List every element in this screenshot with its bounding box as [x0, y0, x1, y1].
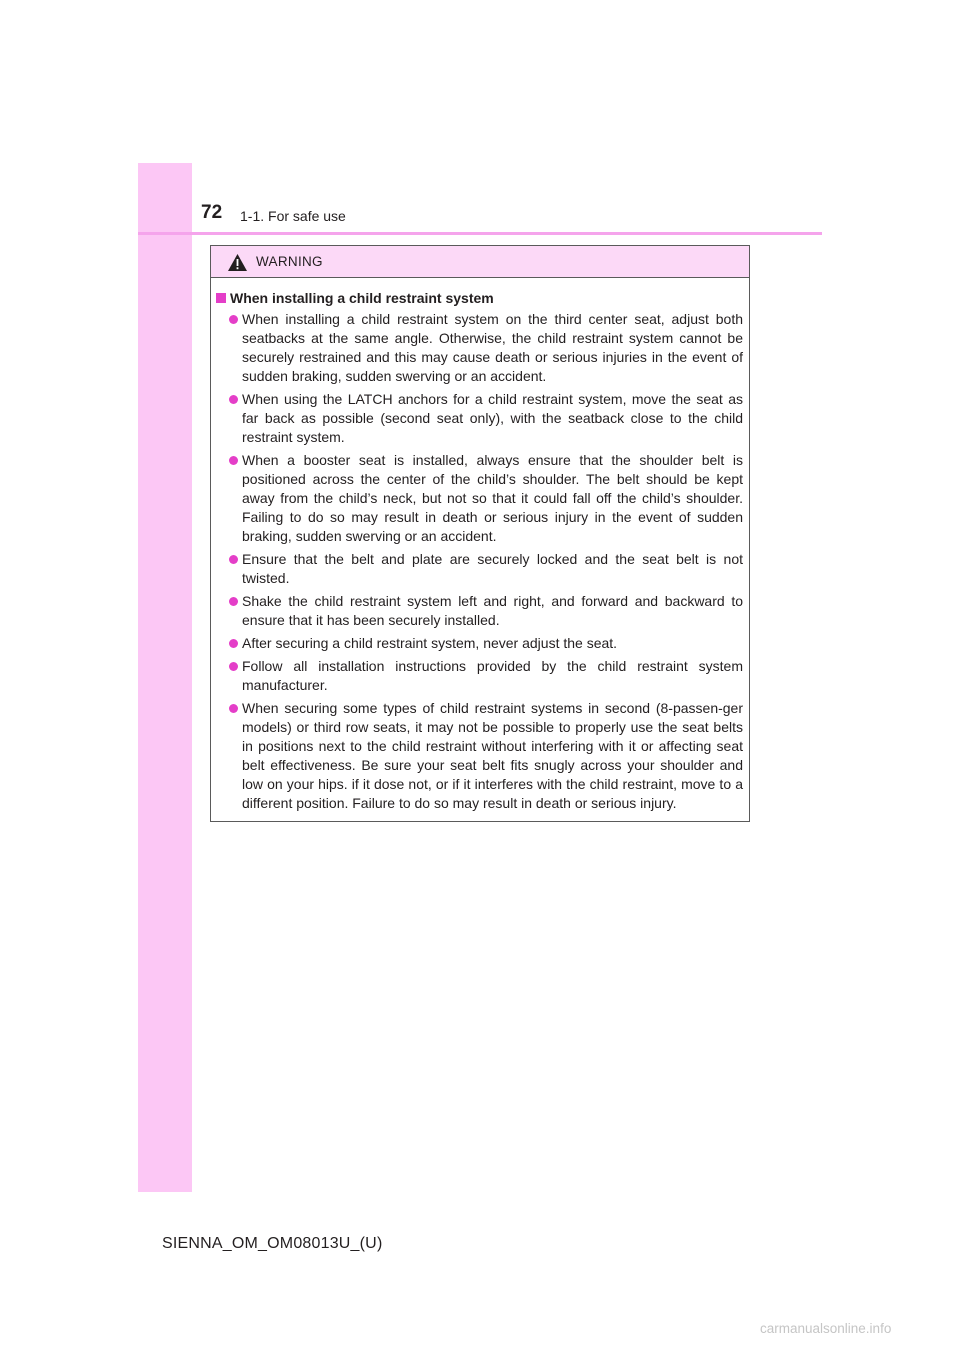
square-bullet-icon	[216, 293, 226, 303]
bullet-dot-icon	[229, 456, 238, 465]
warning-item	[216, 390, 743, 447]
section-title: 1-1. For safe use	[240, 208, 346, 224]
bullet-dot-icon	[229, 315, 238, 324]
warning-item	[216, 634, 743, 653]
warning-item-text: When securing some types of child restraint systems in second (8-passen-ger models) or third row seats, it may not be possible to properly use the seat belts in positions next to the child restraint without interfering with it or affecting seat belt effectiveness. Be sure your seat belt fits snugly across your shoulder and low on your hips. if it dose not, or if it interferes with the child restraint, move to a different position. Failure to do so may result in death or serious injury.	[242, 700, 743, 811]
bullet-dot-icon	[229, 555, 238, 564]
warning-body	[211, 278, 749, 813]
warning-box	[210, 245, 750, 822]
bullet-dot-icon	[229, 395, 238, 404]
warning-item-text: When using the LATCH anchors for a child restraint system, move the seat as far back as possible (second seat only), with the seatback close to the child restraint system.	[242, 391, 743, 445]
page-number: 72	[201, 202, 223, 223]
warning-item-text: After securing a child restraint system, never adjust the seat.	[242, 635, 618, 651]
warning-item	[216, 451, 743, 546]
warning-label: WARNING	[256, 254, 323, 269]
warning-triangle-icon	[227, 253, 248, 272]
document-code: SIENNA_OM_OM08013U_(U)	[162, 1235, 383, 1252]
warning-item	[216, 592, 743, 630]
bullet-dot-icon	[229, 639, 238, 648]
warning-item	[216, 550, 743, 588]
bullet-dot-icon	[229, 704, 238, 713]
bullet-dot-icon	[229, 597, 238, 606]
warning-subheading	[216, 289, 743, 308]
watermark: carmanualsonline.info	[760, 1321, 892, 1336]
bullet-dot-icon	[229, 662, 238, 671]
side-color-band	[138, 163, 192, 1192]
warning-item	[216, 699, 743, 813]
warning-header	[211, 246, 749, 278]
warning-item	[216, 657, 743, 695]
warning-item	[216, 310, 743, 386]
warning-item-text: When installing a child restraint system on the third center seat, adjust both seatbacks at the same angle. Otherwise, the child restraint system cannot be securely restrained and this may cause death or serious injuries in the event of sudden braking, sudden swerving or an accident.	[242, 311, 743, 384]
warning-item-text: Follow all installation instructions provided by the child restraint system manufacturer.	[242, 658, 743, 693]
warning-item-text: When a booster seat is installed, always ensure that the shoulder belt is positioned across the center of the child’s shoulder. The belt should be kept away from the child’s neck, but not so that it could fall off the child’s shoulder. Failing to do so may result in death or serious injury in the event of sudden braking, sudden swerving or an accident.	[242, 452, 743, 544]
warning-item-text: Ensure that the belt and plate are securely locked and the seat belt is not twisted.	[242, 551, 743, 586]
header-divider	[138, 232, 822, 235]
warning-subheading-text: When installing a child restraint system	[230, 290, 494, 306]
warning-item-text: Shake the child restraint system left and right, and forward and backward to ensure that it has been securely installed.	[242, 593, 743, 628]
